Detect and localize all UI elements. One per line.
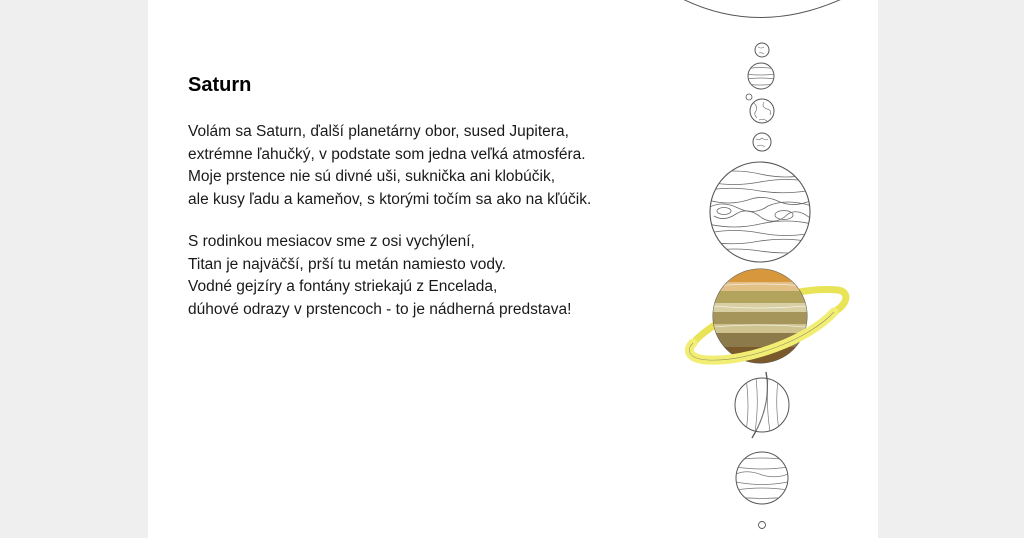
earth-icon	[750, 99, 774, 123]
poem-line: Volám sa Saturn, ďalší planetárny obor, sused Jupitera,	[188, 123, 569, 140]
uranus-icon	[735, 372, 789, 438]
poem-title: Saturn	[188, 74, 252, 96]
poem-line: Titan je najväčší, prší tu metán namiesto vody.	[188, 255, 506, 273]
sun-icon	[666, 0, 860, 18]
poem-line: dúhové odrazy v prstencoch - to je nádherná predstava!	[188, 300, 572, 318]
moon-icon	[746, 94, 752, 100]
mars-icon	[753, 133, 771, 151]
poem-line: Vodné gejzíry a fontány striekajú z Encelada,	[188, 278, 498, 295]
poem-line: Moje prstence nie sú divné uši, suknička ani klobúčik,	[188, 168, 556, 185]
mercury-icon	[755, 43, 769, 57]
jupiter-icon	[708, 162, 812, 262]
saturn-icon	[689, 268, 846, 367]
venus-icon	[746, 63, 776, 89]
solar-system-illustration	[148, 0, 878, 538]
poem-line: S rodinkou mesiacov sme z osi vychýlení,	[188, 233, 475, 250]
neptune-icon	[736, 452, 788, 504]
poem-line: extrémne ľahučký, v podstate som jedna veľká atmosféra.	[188, 145, 586, 163]
poem-page	[148, 0, 878, 538]
pluto-icon	[759, 522, 766, 529]
poem-line: ale kusy ľadu a kameňov, s ktorými točím sa ako na kľúčik.	[188, 190, 592, 208]
